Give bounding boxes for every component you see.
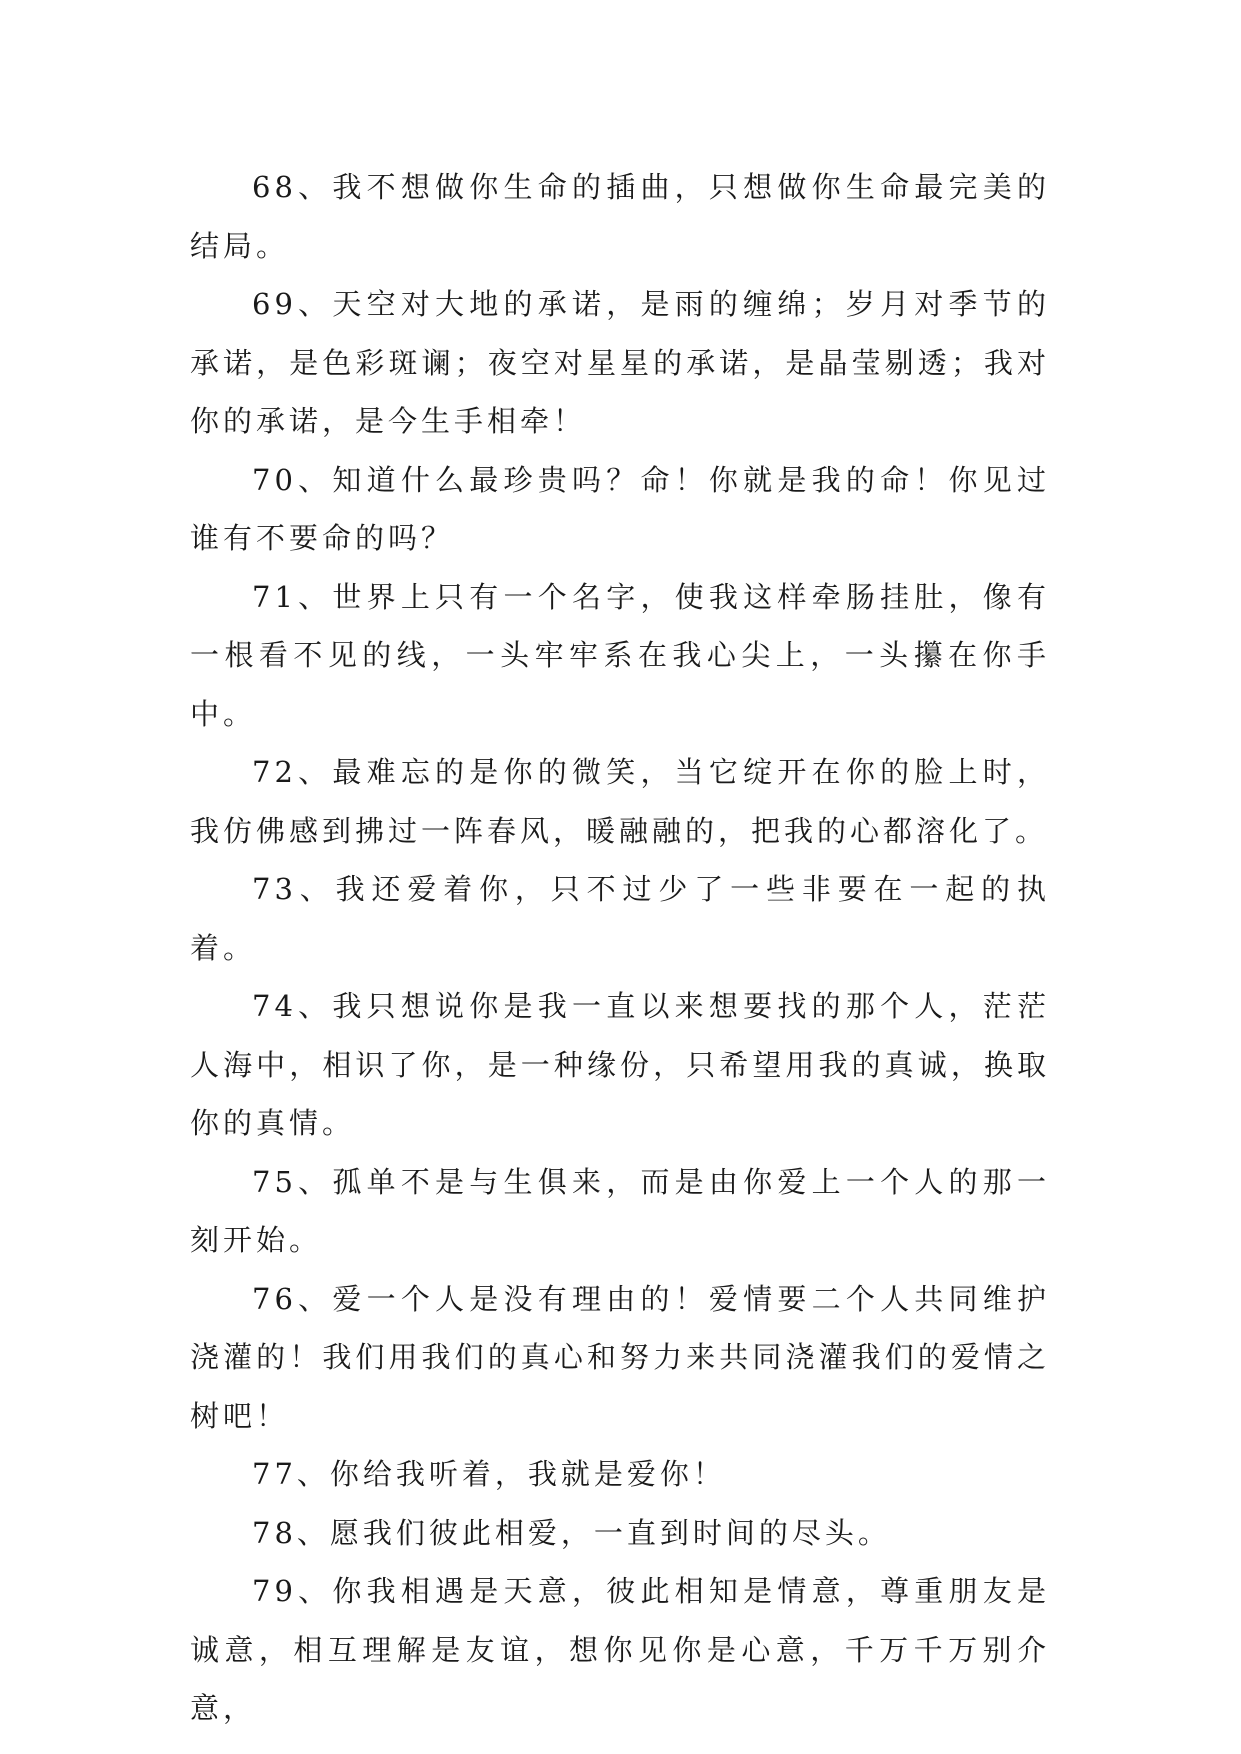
paragraph-78: 78、愿我们彼此相爱，一直到时间的尽头。 <box>252 1515 891 1550</box>
paragraph-68: 68、我不想做你生命的插曲，只想做你生命最完美的结局。 <box>190 170 1050 263</box>
paragraph-69: 69、天空对大地的承诺，是雨的缠绵；岁月对季节的承诺，是色彩斑谰；夜空对星星的承诺，是晶莹剔透；我对你的承诺，是今生手相牵！ <box>190 287 1050 438</box>
paragraph-75: 75、孤单不是与生俱来，而是由你爱上一个人的那一刻开始。 <box>190 1164 1050 1257</box>
paragraph-73: 73、我还爱着你，只不过少了一些非要在一起的执着。 <box>190 872 1050 965</box>
paragraph-77: 77、你给我听着，我就是爱你！ <box>252 1457 726 1491</box>
document-body <box>190 158 1050 1738</box>
paragraph-70: 70、知道什么最珍贵吗？命！你就是我的命！你见过谁有不要命的吗？ <box>190 462 1050 555</box>
paragraph-74: 74、我只想说你是我一直以来想要找的那个人，茫茫人海中，相识了你，是一种缘份，只希望用我的真诚，换取你的真情。 <box>190 989 1050 1140</box>
paragraph-72: 72、最难忘的是你的微笑，当它绽开在你的脸上时，我仿佛感到拂过一阵春风，暖融融的，把我的心都溶化了。 <box>190 755 1050 848</box>
paragraph-76: 76、爱一个人是没有理由的！爱情要二个人共同维护浇灌的！我们用我们的真心和努力来共同浇灌我们的爱情之树吧！ <box>190 1281 1050 1433</box>
paragraph-71: 71、世界上只有一个名字，使我这样牵肠挂肚，像有一根看不见的线，一头牢牢系在我心尖上，一头攥在你手中。 <box>190 579 1050 731</box>
paragraph-79: 79、你我相遇是天意，彼此相知是情意，尊重朋友是诚意，相互理解是友谊，想你见你是心意，千万千万别介意， <box>190 1574 1050 1725</box>
